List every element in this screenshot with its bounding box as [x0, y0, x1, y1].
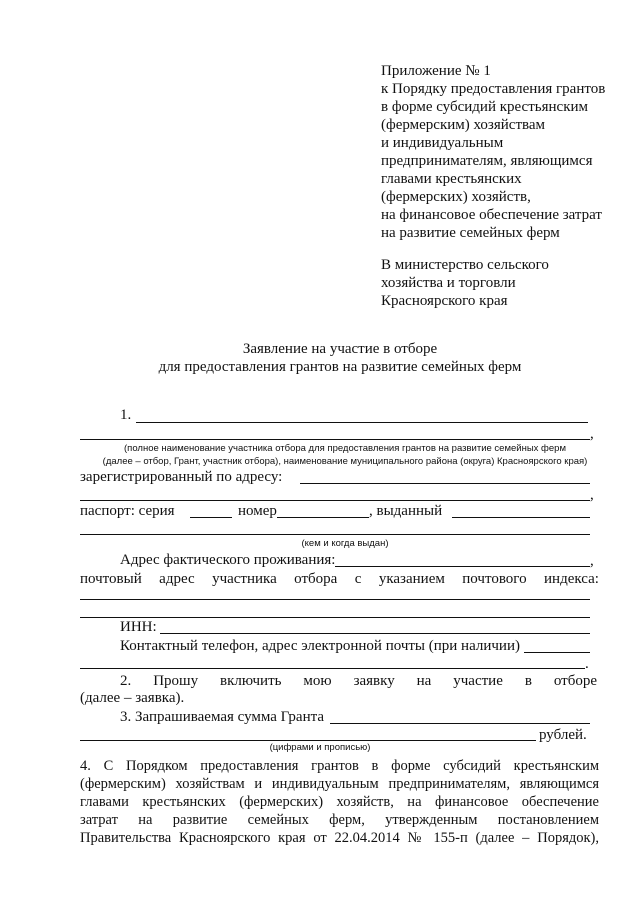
passport-number-label: номер: [238, 503, 277, 519]
passport-series-label: паспорт: серия: [80, 503, 175, 519]
hint-participant-2: (далее – отбор, Грант, участник отбора), наименование муниципального района (округа) Красноярского края): [102, 456, 588, 467]
passport-issued-field[interactable]: [452, 517, 590, 518]
actual-address-field[interactable]: [335, 566, 590, 567]
item4-line: 4. С Порядком предоставления грантов в форме субсидий крестьянским: [80, 758, 599, 774]
passport-series-field[interactable]: [190, 517, 232, 518]
word: индекса:: [544, 571, 599, 587]
comma: ,: [590, 426, 594, 442]
appendix-line: (фермерским) хозяйствам: [381, 117, 546, 133]
word: Прошу: [153, 673, 199, 689]
passport-issued-field-2[interactable]: [80, 534, 590, 535]
item3-label: 3. Запрашиваемая сумма Гранта: [120, 709, 324, 725]
contact-label: Контактный телефон, адрес электронной почты (при наличии): [120, 638, 520, 654]
item1-number: 1.: [120, 407, 132, 423]
item2-continuation: (далее – заявка).: [80, 690, 185, 706]
inn-field[interactable]: [160, 633, 590, 634]
actual-address-label: Адрес фактического проживания:: [120, 552, 336, 568]
contact-field[interactable]: [524, 652, 590, 653]
appendix-line: на финансовое обеспечение затрат: [381, 207, 602, 223]
word: на: [416, 673, 432, 689]
grant-amount-field-2[interactable]: [80, 740, 536, 741]
title-line-2: для предоставления грантов на развитие семейных ферм: [158, 359, 522, 375]
word: адрес: [159, 571, 195, 587]
registered-address-field-2[interactable]: [80, 500, 590, 501]
word: с: [354, 571, 362, 587]
hint-amount: (цифрами и прописью): [269, 742, 371, 753]
appendix-line: в форме субсидий крестьянским: [381, 99, 589, 115]
rubles-label: рублей.: [539, 727, 587, 743]
word: в: [524, 673, 532, 689]
item4-line: затрат на развитие семейных ферм, утвержденным постановлением: [80, 812, 599, 828]
period: .: [585, 656, 589, 672]
hint-issued: (кем и когда выдан): [301, 538, 389, 549]
word: участие: [453, 673, 503, 689]
participant-name-field[interactable]: [136, 422, 588, 423]
item4-line: (фермерским) хозяйствам и индивидуальным предпринимателям, являющимся: [80, 776, 599, 792]
inn-label: ИНН:: [120, 619, 157, 635]
word: 2.: [120, 673, 132, 689]
appendix-line: и индивидуальным: [381, 135, 504, 151]
word: мою: [303, 673, 332, 689]
word: отборе: [553, 673, 597, 689]
passport-number-field[interactable]: [277, 517, 369, 518]
participant-name-field-2[interactable]: [80, 439, 590, 440]
word: заявку: [353, 673, 395, 689]
passport-issued-label: , выданный: [369, 503, 443, 519]
appendix-line: предпринимателям, являющимся: [381, 153, 593, 169]
appendix-line: главами крестьянских: [381, 171, 522, 187]
word: почтового: [462, 571, 527, 587]
contact-field-2[interactable]: [80, 668, 585, 669]
word: участника: [212, 571, 277, 587]
item4-line: Правительства Красноярского края от 22.04.2014 № 155-п (далее – Порядок),: [80, 830, 599, 846]
registered-address-field[interactable]: [300, 483, 590, 484]
appendix-line: к Порядку предоставления грантов: [381, 81, 606, 97]
item4-line: главами крестьянских (фермерских) хозяйств, на финансовое обеспечение: [80, 794, 599, 810]
appendix-line: Приложение № 1: [381, 63, 491, 79]
appendix-line: (фермерских) хозяйств,: [381, 189, 531, 205]
addressee-line: В министерство сельского: [381, 257, 549, 273]
word: почтовый: [80, 571, 142, 587]
comma: ,: [590, 487, 594, 503]
word: отбора: [294, 571, 338, 587]
word: указанием: [378, 571, 445, 587]
grant-amount-field[interactable]: [330, 723, 590, 724]
postal-address-field[interactable]: [80, 599, 590, 600]
registered-label: зарегистрированный по адресу:: [80, 469, 283, 485]
word: включить: [220, 673, 282, 689]
appendix-line: на развитие семейных ферм: [381, 225, 560, 241]
addressee-line: Красноярского края: [381, 293, 508, 309]
postal-address-label: [80, 570, 599, 588]
hint-participant-1: (полное наименование участника отбора для предоставления грантов на развитие семейных ферм: [124, 443, 566, 454]
comma: ,: [590, 553, 594, 569]
title-line-1: Заявление на участие в отборе: [242, 341, 438, 357]
item2-line: [120, 672, 597, 690]
addressee-line: хозяйства и торговли: [381, 275, 516, 291]
